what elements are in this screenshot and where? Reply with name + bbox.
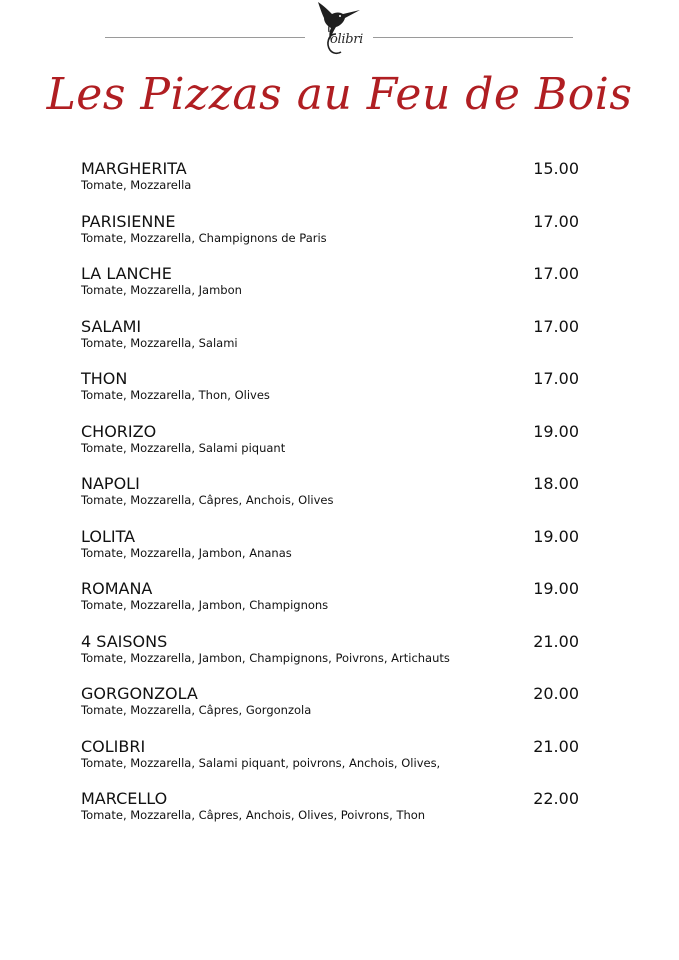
item-price: 19.00 — [533, 579, 579, 598]
menu-item — [81, 474, 581, 527]
menu-item — [81, 789, 581, 842]
item-description: Tomate, Mozzarella, Câpres, Gorgonzola — [81, 703, 312, 717]
item-name: LOLITA — [81, 526, 136, 546]
item-description: Tomate, Mozzarella, Câpres, Anchois, Olives, Poivrons, Thon — [81, 808, 426, 822]
menu-item — [81, 737, 581, 790]
menu-item — [81, 632, 581, 685]
item-name: MARCELLO — [81, 789, 168, 808]
menu-item — [81, 369, 581, 422]
item-name: 4 SAISONS — [81, 631, 168, 651]
page-title: Les Pizzas au Feu de Bois — [46, 69, 633, 120]
item-name: PARISIENNE — [81, 211, 176, 231]
item-name: MARGHERITA — [81, 159, 187, 178]
header-rule-left — [105, 37, 305, 38]
item-description: Tomate, Mozzarella, Jambon, Champignons — [81, 598, 329, 612]
item-price: 21.00 — [533, 631, 579, 651]
item-name: SALAMI — [81, 316, 142, 336]
item-name: GORGONZOLA — [81, 684, 198, 703]
item-description: Tomate, Mozzarella, Câpres, Anchois, Olives — [81, 493, 334, 507]
item-price: 17.00 — [533, 211, 579, 231]
item-name: COLIBRI — [81, 736, 146, 756]
menu-header — [0, 0, 679, 60]
item-description: Tomate, Mozzarella, Jambon, Ananas — [81, 545, 292, 560]
menu-item — [81, 579, 581, 632]
item-description: Tomate, Mozzarella, Salami piquant, poivrons, Anchois, Olives, — [81, 755, 441, 770]
item-price: 15.00 — [533, 159, 579, 178]
item-description: Tomate, Mozzarella, Salami — [81, 335, 238, 350]
item-price: 22.00 — [533, 789, 579, 808]
item-description: Tomate, Mozzarella — [81, 178, 192, 192]
item-name: THON — [81, 369, 128, 388]
item-description: Tomate, Mozzarella, Thon, Olives — [81, 388, 270, 402]
item-price: 17.00 — [533, 316, 579, 336]
item-price: 17.00 — [533, 264, 579, 283]
item-name: CHORIZO — [81, 421, 157, 441]
menu-item — [81, 264, 581, 317]
header-rule-right — [373, 37, 573, 38]
item-name: ROMANA — [81, 579, 153, 598]
menu-item — [81, 422, 581, 475]
item-name: LA LANCHE — [81, 264, 172, 283]
menu-item — [81, 527, 581, 580]
item-description: Tomate, Mozzarella, Jambon — [81, 283, 242, 297]
logo-wordmark: olibri — [330, 32, 364, 47]
item-name: NAPOLI — [81, 474, 140, 493]
menu-item — [81, 212, 581, 265]
menu-item — [81, 317, 581, 370]
item-description: Tomate, Mozzarella, Salami piquant — [81, 440, 286, 455]
menu-item — [81, 159, 581, 212]
item-price: 19.00 — [533, 526, 579, 546]
item-price: 21.00 — [533, 736, 579, 756]
item-price: 18.00 — [533, 474, 579, 493]
hummingbird-logo-icon — [310, 0, 370, 58]
item-price: 19.00 — [533, 421, 579, 441]
pizza-menu-list — [81, 159, 581, 842]
item-price: 17.00 — [533, 369, 579, 388]
menu-item — [81, 684, 581, 737]
item-description: Tomate, Mozzarella, Champignons de Paris — [81, 230, 327, 245]
item-price: 20.00 — [533, 684, 579, 703]
item-description: Tomate, Mozzarella, Jambon, Champignons, Poivrons, Artichauts — [81, 650, 450, 665]
